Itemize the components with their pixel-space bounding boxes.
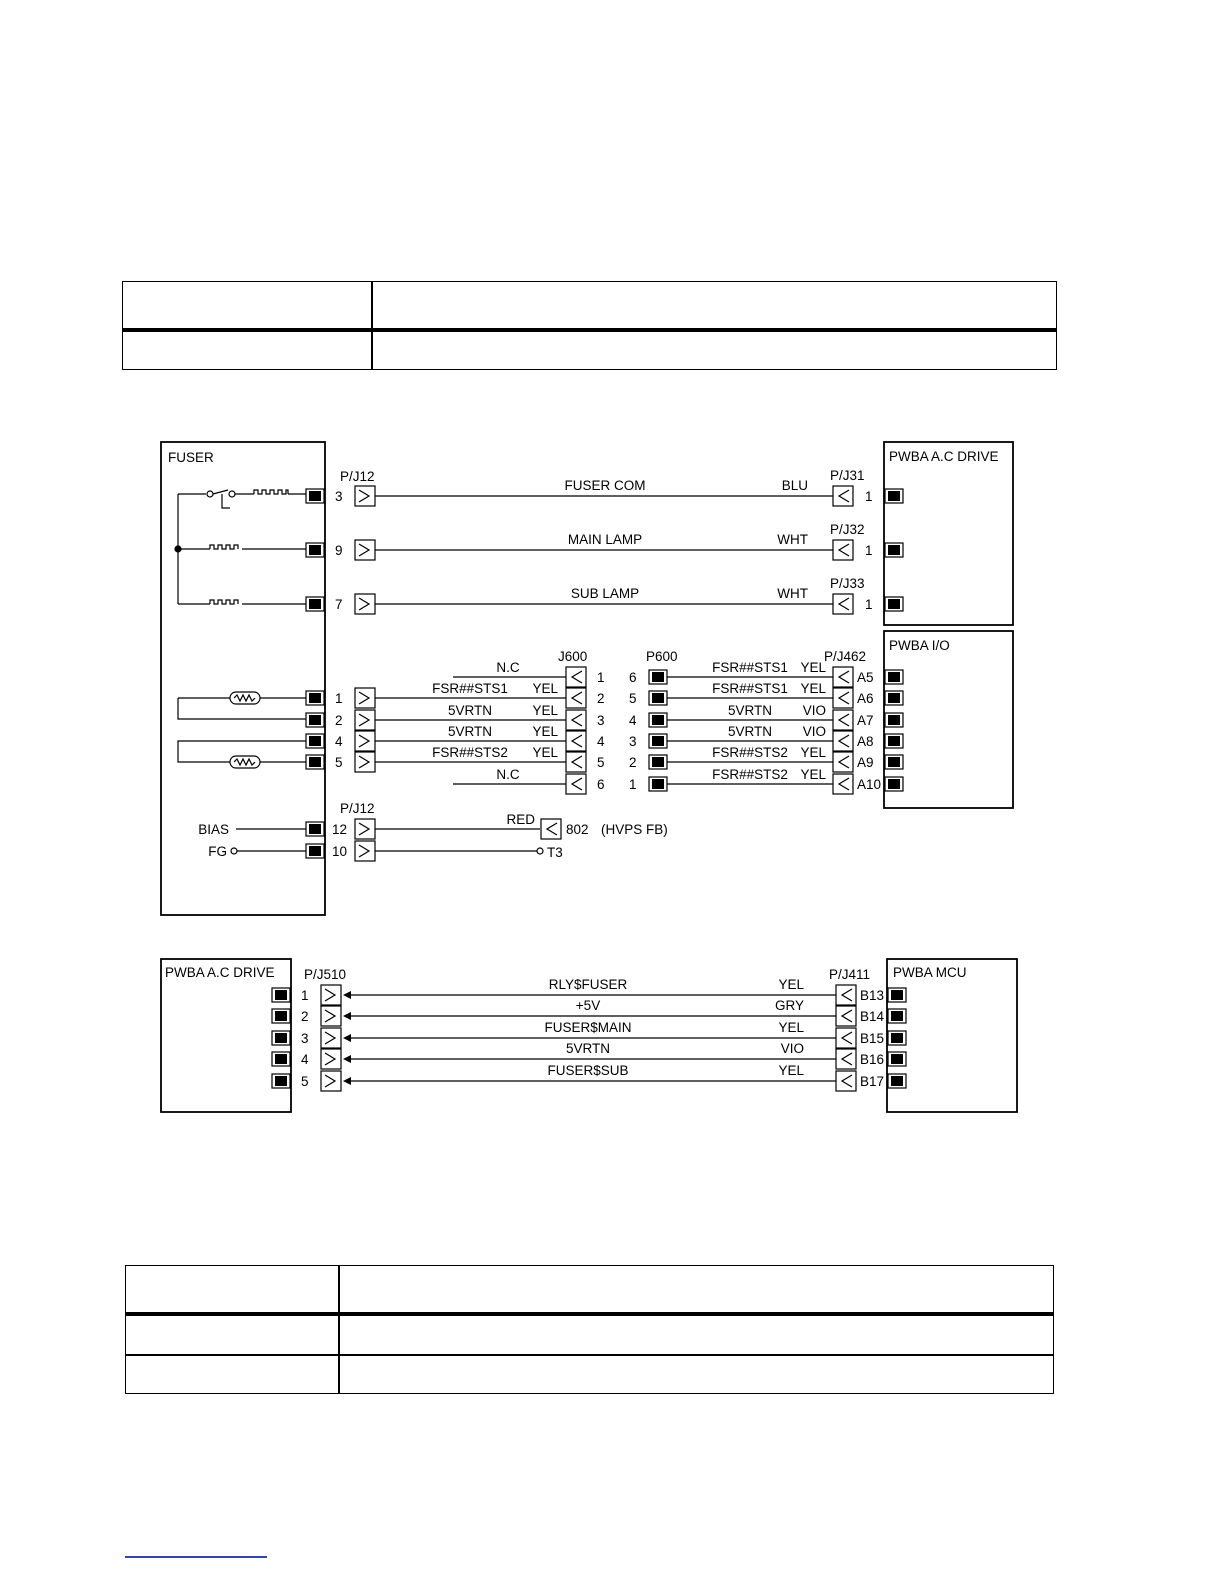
pj510-plug-4-housing bbox=[321, 1071, 341, 1091]
ac-drive-mcu-pin-2 bbox=[275, 1033, 287, 1043]
pj411-pin-label-3: B16 bbox=[860, 1052, 885, 1067]
io-pin-label-4: A9 bbox=[857, 755, 874, 770]
fuser-sensor-pin-label-3: 4 bbox=[335, 734, 343, 749]
io-pin-label-3: A8 bbox=[857, 734, 874, 749]
bias-pin bbox=[309, 824, 321, 834]
sensor-right-signal-5: FSR##STS2 bbox=[712, 767, 788, 782]
mcu-pin-0 bbox=[891, 990, 903, 1000]
mcu-wire-color-3: VIO bbox=[780, 1041, 804, 1056]
p600-pin-label-1: 5 bbox=[629, 691, 637, 706]
pwba-ac-drive-top-label: PWBA A.C DRIVE bbox=[889, 449, 999, 464]
mcu-wire-color-0: YEL bbox=[778, 977, 804, 992]
mcu-pin-3 bbox=[891, 1054, 903, 1064]
ac-drive-mcu-pin-1 bbox=[275, 1011, 287, 1021]
sensor-right-signal-2: 5VRTN bbox=[727, 703, 773, 718]
j600-pin-label-0: 1 bbox=[597, 670, 605, 685]
fuser-sensor-pin-4 bbox=[309, 757, 321, 767]
sensor-left-color-2: YEL bbox=[532, 703, 558, 718]
j600-plug-5-housing bbox=[566, 774, 586, 794]
fuser-sensor-plug-4-housing bbox=[355, 752, 375, 772]
p600-pin-label-0: 6 bbox=[629, 670, 637, 685]
fuser-sensor-pin-label-1: 1 bbox=[335, 691, 343, 706]
sensor-left-signal-3: 5VRTN bbox=[447, 724, 493, 739]
sensor-right-signal-4: FSR##STS2 bbox=[712, 745, 788, 760]
pj462-label: P/J462 bbox=[824, 649, 867, 664]
j600-label: J600 bbox=[558, 649, 588, 664]
fg-label: FG bbox=[208, 844, 227, 859]
lamp-signal-label-1: MAIN LAMP bbox=[567, 532, 643, 547]
sensor-right-signal-3: 5VRTN bbox=[727, 724, 773, 739]
signal-arrow-icon-0 bbox=[343, 991, 351, 999]
sensor-right-color-2: VIO bbox=[802, 703, 826, 718]
p600-pin-2 bbox=[652, 715, 664, 725]
p600-pin-4 bbox=[652, 757, 664, 767]
ac-drive-connector-label-1: P/J32 bbox=[830, 522, 865, 537]
ac-drive-mcu-pin-3 bbox=[275, 1054, 287, 1064]
p600-pin-label-4: 2 bbox=[629, 755, 637, 770]
io-plug-1-housing bbox=[833, 688, 853, 708]
pj411-pin-label-4: B17 bbox=[860, 1074, 885, 1089]
sensor-left-signal-2: 5VRTN bbox=[447, 703, 493, 718]
ac-drive-plug-0-housing bbox=[833, 486, 853, 506]
sensor-right-signal-1: FSR##STS1 bbox=[712, 681, 788, 696]
hvps-label: (HVPS FB) bbox=[601, 822, 668, 837]
pj411-pin-label-0: B13 bbox=[860, 988, 885, 1003]
pj510-plug-1-housing bbox=[321, 1006, 341, 1026]
p600-pin-label-2: 4 bbox=[629, 713, 637, 728]
fg-terminal-icon bbox=[231, 848, 237, 854]
pj411-plug-2-housing bbox=[836, 1028, 856, 1048]
pj411-label: P/J411 bbox=[829, 967, 871, 982]
lamp-wire-color-1: WHT bbox=[777, 532, 808, 547]
j600-pin-label-3: 4 bbox=[597, 734, 605, 749]
j600-plug-2-housing bbox=[566, 710, 586, 730]
fuser-lamp-connector-label: P/J12 bbox=[340, 469, 375, 484]
ac-drive-plug-2-housing bbox=[833, 594, 853, 614]
fuser-label: FUSER bbox=[168, 450, 214, 465]
j600-pin-label-5: 6 bbox=[597, 777, 605, 792]
sensor-right-color-3: VIO bbox=[802, 724, 826, 739]
mcu-signal-label-1: +5V bbox=[575, 998, 601, 1013]
fg-plug-housing bbox=[355, 841, 375, 861]
io-pin-2 bbox=[888, 715, 900, 725]
fuser-sensor-plug-2-housing bbox=[355, 710, 375, 730]
ac-drive-pin-label-1: 1 bbox=[865, 543, 873, 558]
fuser-sensor-pin-3 bbox=[309, 736, 321, 746]
fuser-sensor-pin-label-2: 2 bbox=[335, 713, 343, 728]
mcu-pin-1 bbox=[891, 1011, 903, 1021]
lamp-wire-color-0: BLU bbox=[781, 478, 808, 493]
lamp-signal-label-2: SUB LAMP bbox=[570, 586, 640, 601]
p600-label: P600 bbox=[646, 649, 678, 664]
ac-drive-connector-label-2: P/J33 bbox=[830, 576, 865, 591]
p600-pin-label-5: 1 bbox=[629, 777, 637, 792]
t3-terminal-icon bbox=[537, 848, 543, 854]
fg-pin bbox=[309, 846, 321, 856]
pj411-plug-1-housing bbox=[836, 1006, 856, 1026]
ac-drive-pin-label-2: 1 bbox=[865, 597, 873, 612]
pj510-pin-label-1: 2 bbox=[301, 1009, 309, 1024]
ac-drive-mcu-pin-0 bbox=[275, 990, 287, 1000]
pj510-pin-label-2: 3 bbox=[301, 1031, 309, 1046]
signal-arrow-icon-3 bbox=[343, 1055, 351, 1063]
pj510-label: P/J510 bbox=[304, 967, 347, 982]
io-plug-0-housing bbox=[833, 667, 853, 687]
ac-drive-mcu-pin-4 bbox=[275, 1076, 287, 1086]
p600-pin-5 bbox=[652, 779, 664, 789]
bias-label: BIAS bbox=[198, 822, 229, 837]
mcu-wire-color-2: YEL bbox=[778, 1020, 804, 1035]
fuser-lamp-plug-2-housing bbox=[355, 594, 375, 614]
pj411-pin-label-2: B15 bbox=[860, 1031, 885, 1046]
io-pin-3 bbox=[888, 736, 900, 746]
bias-connector-label: P/J12 bbox=[340, 801, 375, 816]
pj510-pin-label-0: 1 bbox=[301, 988, 309, 1003]
bias-plug-housing bbox=[355, 819, 375, 839]
mcu-wire-color-1: GRY bbox=[774, 998, 804, 1013]
io-pin-1 bbox=[888, 693, 900, 703]
ac-drive-pin-2 bbox=[888, 599, 900, 609]
pwba-io-label: PWBA I/O bbox=[889, 638, 950, 653]
sensor-left-color-3: YEL bbox=[532, 724, 558, 739]
hvps-plug-housing bbox=[541, 819, 561, 839]
pj510-pin-label-3: 4 bbox=[301, 1052, 309, 1067]
io-pin-label-1: A6 bbox=[857, 691, 874, 706]
j600-pin-label-2: 3 bbox=[597, 713, 605, 728]
j600-pin-label-1: 2 bbox=[597, 691, 605, 706]
mcu-wire-color-4: YEL bbox=[778, 1063, 804, 1078]
io-pin-0 bbox=[888, 672, 900, 682]
fuser-sensor-pin-2 bbox=[309, 715, 321, 725]
io-pin-label-5: A10 bbox=[857, 777, 882, 792]
pj411-plug-3-housing bbox=[836, 1049, 856, 1069]
fuser-sensor-plug-1-housing bbox=[355, 688, 375, 708]
ac-drive-pin-1 bbox=[888, 545, 900, 555]
fuser-lamp-plug-0-housing bbox=[355, 486, 375, 506]
mcu-pin-4 bbox=[891, 1076, 903, 1086]
signal-arrow-icon-1 bbox=[343, 1012, 351, 1020]
p600-pin-3 bbox=[652, 736, 664, 746]
sensor-right-color-0: YEL bbox=[800, 660, 826, 675]
fuser-internal-circuit bbox=[175, 490, 306, 768]
pwba-mcu-label: PWBA MCU bbox=[893, 965, 967, 980]
pj411-plug-4-housing bbox=[836, 1071, 856, 1091]
io-plug-4-housing bbox=[833, 752, 853, 772]
sensor-left-color-4: YEL bbox=[532, 745, 558, 760]
signal-arrow-icon-4 bbox=[343, 1077, 351, 1085]
sensor-right-color-5: YEL bbox=[800, 767, 826, 782]
ac-drive-pin-0 bbox=[888, 491, 900, 501]
sensor-right-color-1: YEL bbox=[800, 681, 826, 696]
sensor-right-signal-0: FSR##STS1 bbox=[712, 660, 788, 675]
sensor-left-color-1: YEL bbox=[532, 681, 558, 696]
fuser-sensor-pin-label-4: 5 bbox=[335, 755, 343, 770]
pj510-plug-3-housing bbox=[321, 1049, 341, 1069]
fuser-lamp-pin-2 bbox=[309, 599, 321, 609]
fuser-lamp-pin-label-0: 3 bbox=[335, 489, 343, 504]
sensor-right-color-4: YEL bbox=[800, 745, 826, 760]
pj510-pin-label-4: 5 bbox=[301, 1074, 309, 1089]
fuser-lamp-pin-0 bbox=[309, 491, 321, 501]
io-pin-label-2: A7 bbox=[857, 713, 874, 728]
mcu-pin-2 bbox=[891, 1033, 903, 1043]
mcu-signal-label-2: FUSER$MAIN bbox=[544, 1020, 632, 1035]
sensor-left-signal-1: FSR##STS1 bbox=[432, 681, 508, 696]
pj510-plug-0-housing bbox=[321, 985, 341, 1005]
fuser-box bbox=[161, 442, 325, 915]
dynamic-layer bbox=[198, 468, 906, 1091]
mcu-signal-label-4: FUSER$SUB bbox=[547, 1063, 629, 1078]
fuser-lamp-pin-label-1: 9 bbox=[335, 543, 343, 558]
io-plug-3-housing bbox=[833, 731, 853, 751]
fuser-lamp-plug-1-housing bbox=[355, 540, 375, 560]
lamp-signal-label-0: FUSER COM bbox=[564, 478, 646, 493]
fuser-sensor-plug-3-housing bbox=[355, 731, 375, 751]
pj411-pin-label-1: B14 bbox=[860, 1009, 885, 1024]
ac-drive-plug-1-housing bbox=[833, 540, 853, 560]
io-pin-label-0: A5 bbox=[857, 670, 874, 685]
io-pin-4 bbox=[888, 757, 900, 767]
pj510-plug-2-housing bbox=[321, 1028, 341, 1048]
j600-plug-3-housing bbox=[566, 731, 586, 751]
p600-pin-label-3: 3 bbox=[629, 734, 637, 749]
j600-plug-4-housing bbox=[566, 752, 586, 772]
j600-plug-0-housing bbox=[566, 667, 586, 687]
p600-pin-0 bbox=[652, 672, 664, 682]
lamp-wire-color-2: WHT bbox=[777, 586, 808, 601]
io-plug-2-housing bbox=[833, 710, 853, 730]
pwba-ac-drive-bottom-label: PWBA A.C DRIVE bbox=[165, 965, 275, 980]
hvps-pin-label: 802 bbox=[566, 822, 589, 837]
io-pin-5 bbox=[888, 779, 900, 789]
ac-drive-pin-label-0: 1 bbox=[865, 489, 873, 504]
j600-plug-1-housing bbox=[566, 688, 586, 708]
signal-arrow-icon-2 bbox=[343, 1034, 351, 1042]
fg-pin-label: 10 bbox=[332, 844, 348, 859]
sensor-left-signal-4: FSR##STS2 bbox=[432, 745, 508, 760]
pj411-plug-0-housing bbox=[836, 985, 856, 1005]
sensor-left-signal-5: N.C bbox=[496, 767, 520, 782]
fuser-lamp-pin-label-2: 7 bbox=[335, 597, 343, 612]
bias-wire-color: RED bbox=[506, 812, 535, 827]
ac-drive-connector-label-0: P/J31 bbox=[830, 468, 865, 483]
fuser-lamp-pin-1 bbox=[309, 545, 321, 555]
sensor-left-signal-0: N.C bbox=[496, 660, 520, 675]
j600-pin-label-4: 5 bbox=[597, 755, 605, 770]
mcu-signal-label-3: 5VRTN bbox=[565, 1041, 611, 1056]
io-plug-5-housing bbox=[833, 774, 853, 794]
mcu-signal-label-0: RLY$FUSER bbox=[548, 977, 628, 992]
bias-pin-label: 12 bbox=[332, 822, 348, 837]
fuser-sensor-pin-1 bbox=[309, 693, 321, 703]
t3-label: T3 bbox=[547, 845, 563, 860]
p600-pin-1 bbox=[652, 693, 664, 703]
